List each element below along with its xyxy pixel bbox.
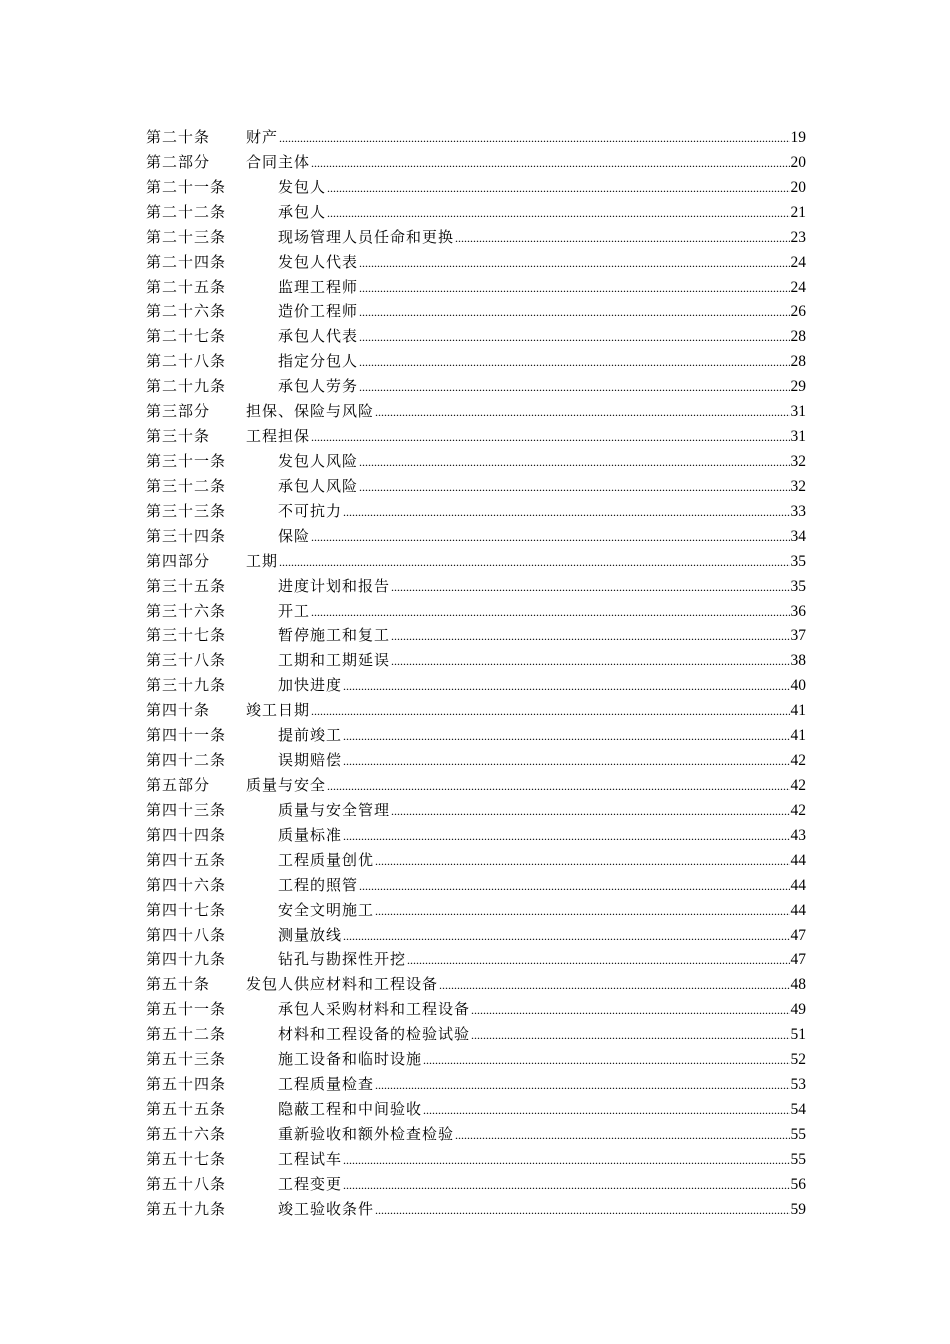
dot-leader — [359, 375, 789, 400]
toc-entry-title: 工程试车 — [278, 1149, 343, 1168]
toc-entry[interactable] — [146, 773, 806, 798]
toc-entry-page-number: 29 — [790, 378, 806, 396]
toc-entry[interactable] — [146, 823, 806, 848]
toc-entry-page-number: 44 — [790, 876, 806, 894]
toc-entry-page-number: 49 — [790, 1001, 806, 1019]
toc-entry-number: 第四十八条 — [146, 925, 227, 944]
toc-entry[interactable] — [146, 399, 806, 424]
toc-entry-number: 第二十八条 — [146, 352, 227, 371]
toc-entry-page-number: 51 — [790, 1026, 806, 1044]
toc-entry-number: 第五部分 — [146, 775, 211, 794]
dot-leader — [343, 1173, 789, 1198]
toc-entry-title: 竣工日期 — [246, 701, 311, 720]
toc-entry[interactable] — [146, 798, 806, 823]
toc-entry-number: 第四十条 — [146, 701, 211, 720]
toc-entry-number: 第四部分 — [146, 551, 211, 570]
toc-entry-number: 第五十六条 — [146, 1124, 227, 1143]
toc-entry[interactable] — [146, 1197, 806, 1222]
toc-entry[interactable] — [146, 449, 806, 474]
toc-entry-title: 发包人风险 — [278, 451, 359, 470]
toc-entry-number: 第三十条 — [146, 427, 211, 446]
toc-entry-title: 工程的照管 — [278, 875, 359, 894]
toc-entry[interactable] — [146, 898, 806, 923]
toc-entry[interactable] — [146, 698, 806, 723]
toc-entry-number: 第二十九条 — [146, 377, 227, 396]
toc-entry-title: 材料和工程设备的检验试验 — [278, 1025, 471, 1044]
dot-leader — [311, 425, 789, 450]
toc-entry-number: 第二十二条 — [146, 202, 227, 221]
dot-leader — [439, 973, 789, 998]
toc-entry-title: 现场管理人员任命和更换 — [278, 227, 455, 246]
dot-leader — [359, 300, 789, 325]
toc-entry-page-number: 56 — [790, 1175, 806, 1193]
toc-entry-page-number: 28 — [790, 328, 806, 346]
dot-leader — [391, 799, 789, 824]
dot-leader — [375, 849, 789, 874]
toc-entry-number: 第三十三条 — [146, 501, 227, 520]
toc-entry-title: 提前竣工 — [278, 726, 343, 745]
toc-entry-number: 第四十三条 — [146, 800, 227, 819]
toc-entry-page-number: 38 — [790, 652, 806, 670]
toc-entry-title: 承包人劳务 — [278, 377, 359, 396]
toc-entry[interactable] — [146, 997, 806, 1022]
toc-entry-page-number: 40 — [790, 677, 806, 695]
toc-entry-title: 财产 — [246, 128, 279, 146]
dot-leader — [391, 575, 789, 600]
toc-entry[interactable] — [146, 424, 806, 449]
toc-entry-page-number: 42 — [790, 752, 806, 770]
toc-entry-page-number: 52 — [790, 1051, 806, 1069]
toc-entry-title: 重新验收和额外检查检验 — [278, 1124, 455, 1143]
toc-entry-number: 第五十二条 — [146, 1025, 227, 1044]
toc-entry[interactable] — [146, 574, 806, 599]
dot-leader — [455, 1123, 789, 1148]
toc-entry-page-number: 41 — [790, 727, 806, 745]
toc-entry-number: 第三十二条 — [146, 476, 227, 495]
dot-leader — [343, 724, 789, 749]
toc-entry[interactable] — [146, 923, 806, 948]
toc-entry-number: 第四十五条 — [146, 850, 227, 869]
toc-entry-title: 暂停施工和复工 — [278, 626, 391, 645]
dot-leader — [455, 226, 789, 251]
dot-leader — [343, 749, 789, 774]
toc-entry[interactable] — [146, 1147, 806, 1172]
toc-entry-number: 第四十六条 — [146, 875, 227, 894]
toc-entry-number: 第二部分 — [146, 152, 211, 171]
toc-entry-page-number: 24 — [790, 278, 806, 296]
toc-entry-number: 第二十三条 — [146, 227, 227, 246]
dot-leader — [359, 874, 789, 899]
toc-entry-number: 第五十一条 — [146, 1000, 227, 1019]
toc-entry-number: 第二十四条 — [146, 252, 227, 271]
toc-entry-number: 第三十八条 — [146, 651, 227, 670]
toc-entry-number: 第四十九条 — [146, 950, 227, 969]
toc-entry[interactable] — [146, 1122, 806, 1147]
toc-entry-number: 第三十九条 — [146, 676, 227, 695]
toc-entry-page-number: 41 — [790, 702, 806, 720]
toc-entry-number: 第五十八条 — [146, 1174, 227, 1193]
dot-leader — [359, 475, 789, 500]
dot-leader — [343, 824, 789, 849]
toc-entry[interactable] — [146, 225, 806, 250]
toc-entry-page-number: 20 — [790, 153, 806, 171]
dot-leader — [359, 350, 789, 375]
toc-entry-page-number: 44 — [790, 851, 806, 869]
toc-entry[interactable] — [146, 748, 806, 773]
toc-entry[interactable] — [146, 723, 806, 748]
toc-entry-title: 工期 — [246, 551, 279, 570]
dot-leader — [343, 924, 789, 949]
toc-entry-page-number: 35 — [790, 552, 806, 570]
toc-entry[interactable] — [146, 125, 806, 150]
toc-entry[interactable] — [146, 299, 806, 324]
toc-entry-number: 第三十六条 — [146, 601, 227, 620]
toc-entry-title: 质量标准 — [278, 825, 343, 844]
dot-leader — [359, 325, 789, 350]
toc-entry-number: 第二十七条 — [146, 327, 227, 346]
dot-leader — [359, 450, 789, 475]
toc-entry-page-number: 43 — [790, 826, 806, 844]
dot-leader — [391, 649, 789, 674]
toc-entry-number: 第五十四条 — [146, 1075, 227, 1094]
dot-leader — [375, 400, 789, 425]
toc-entry-page-number: 37 — [790, 627, 806, 645]
dot-leader — [311, 151, 789, 176]
toc-entry-page-number: 42 — [790, 776, 806, 794]
dot-leader — [279, 550, 789, 575]
toc-entry-page-number: 26 — [790, 303, 806, 321]
toc-entry-page-number: 42 — [790, 801, 806, 819]
dot-leader — [327, 176, 789, 201]
toc-entry-page-number: 21 — [790, 203, 806, 221]
toc-entry-page-number: 31 — [790, 403, 806, 421]
toc-entry-title: 开工 — [278, 601, 311, 620]
toc-entry-title: 发包人代表 — [278, 252, 359, 271]
toc-entry[interactable] — [146, 474, 806, 499]
toc-entry-page-number: 23 — [790, 228, 806, 246]
toc-entry-page-number: 44 — [790, 901, 806, 919]
toc-entry-title: 工程质量创优 — [278, 850, 375, 869]
toc-entry-title: 保险 — [278, 526, 311, 545]
toc-entry-number: 第三十一条 — [146, 451, 227, 470]
dot-leader — [327, 201, 789, 226]
toc-entry-title: 质量与安全 — [246, 775, 327, 794]
toc-entry-title: 误期赔偿 — [278, 751, 343, 770]
toc-entry[interactable] — [146, 648, 806, 673]
toc-entry[interactable] — [146, 1172, 806, 1197]
dot-leader — [471, 1023, 789, 1048]
toc-entry[interactable] — [146, 524, 806, 549]
toc-entry-number: 第五十三条 — [146, 1050, 227, 1069]
toc-entry[interactable] — [146, 275, 806, 300]
dot-leader — [279, 126, 789, 151]
toc-entry-page-number: 54 — [790, 1100, 806, 1118]
dot-leader — [391, 624, 789, 649]
toc-entry[interactable] — [146, 349, 806, 374]
toc-entry[interactable] — [146, 150, 806, 175]
table-of-contents — [146, 125, 806, 1222]
toc-entry[interactable] — [146, 947, 806, 972]
toc-entry-number: 第四十一条 — [146, 726, 227, 745]
toc-entry[interactable] — [146, 623, 806, 648]
toc-entry-page-number: 34 — [790, 527, 806, 545]
toc-entry[interactable] — [146, 873, 806, 898]
toc-entry-title: 承包人风险 — [278, 476, 359, 495]
toc-entry-page-number: 32 — [790, 452, 806, 470]
toc-entry-title: 合同主体 — [246, 152, 311, 171]
toc-entry-title: 担保、保险与风险 — [246, 402, 375, 421]
toc-entry[interactable] — [146, 374, 806, 399]
toc-entry-title: 发包人供应材料和工程设备 — [246, 975, 439, 994]
toc-entry-number: 第五十九条 — [146, 1199, 227, 1218]
toc-entry-title: 承包人 — [278, 202, 327, 221]
toc-entry-title: 工程担保 — [246, 427, 311, 446]
toc-entry-title: 加快进度 — [278, 676, 343, 695]
toc-entry-page-number: 19 — [790, 129, 806, 146]
toc-entry-page-number: 47 — [790, 951, 806, 969]
toc-entry-title: 进度计划和报告 — [278, 576, 391, 595]
toc-entry-title: 工期和工期延误 — [278, 651, 391, 670]
toc-entry-title: 承包人代表 — [278, 327, 359, 346]
toc-entry-page-number: 35 — [790, 577, 806, 595]
toc-entry-number: 第二十条 — [146, 128, 211, 146]
dot-leader — [423, 1048, 789, 1073]
toc-entry[interactable] — [146, 200, 806, 225]
dot-leader — [311, 525, 789, 550]
toc-entry-title: 发包人 — [278, 177, 327, 196]
dot-leader — [343, 674, 789, 699]
toc-entry-title: 质量与安全管理 — [278, 800, 391, 819]
toc-entry-page-number: 24 — [790, 253, 806, 271]
dot-leader — [343, 500, 789, 525]
toc-entry-number: 第三十五条 — [146, 576, 227, 595]
toc-entry-number: 第二十六条 — [146, 302, 227, 321]
toc-entry-number: 第二十一条 — [146, 177, 227, 196]
toc-entry[interactable] — [146, 1097, 806, 1122]
toc-entry-title: 不可抗力 — [278, 501, 343, 520]
dot-leader — [311, 699, 789, 724]
toc-entry[interactable] — [146, 549, 806, 574]
toc-entry-page-number: 20 — [790, 178, 806, 196]
toc-entry-page-number: 32 — [790, 477, 806, 495]
toc-entry-page-number: 59 — [790, 1200, 806, 1218]
toc-entry[interactable] — [146, 1047, 806, 1072]
toc-entry-number: 第四十七条 — [146, 900, 227, 919]
toc-entry-title: 工程变更 — [278, 1174, 343, 1193]
dot-leader — [471, 998, 789, 1023]
toc-entry-page-number: 31 — [790, 428, 806, 446]
toc-entry[interactable] — [146, 1022, 806, 1047]
dot-leader — [311, 600, 789, 625]
toc-entry-title: 隐蔽工程和中间验收 — [278, 1099, 423, 1118]
toc-entry-title: 竣工验收条件 — [278, 1199, 375, 1218]
toc-entry[interactable] — [146, 848, 806, 873]
toc-entry-page-number: 55 — [790, 1125, 806, 1143]
toc-entry-title: 造价工程师 — [278, 302, 359, 321]
toc-entry-number: 第三部分 — [146, 402, 211, 421]
toc-entry[interactable] — [146, 599, 806, 624]
toc-entry-number: 第三十七条 — [146, 626, 227, 645]
dot-leader — [327, 774, 789, 799]
toc-entry[interactable] — [146, 972, 806, 997]
toc-entry-title: 钻孔与勘探性开挖 — [278, 950, 407, 969]
toc-entry-title: 承包人采购材料和工程设备 — [278, 1000, 471, 1019]
toc-entry-title: 指定分包人 — [278, 352, 359, 371]
toc-entry-number: 第五十条 — [146, 975, 211, 994]
toc-entry[interactable] — [146, 250, 806, 275]
toc-entry-number: 第三十四条 — [146, 526, 227, 545]
toc-entry-title: 测量放线 — [278, 925, 343, 944]
toc-entry[interactable] — [146, 1072, 806, 1097]
dot-leader — [375, 899, 789, 924]
toc-entry-number: 第二十五条 — [146, 277, 227, 296]
dot-leader — [359, 251, 789, 276]
toc-entry[interactable] — [146, 324, 806, 349]
toc-entry-page-number: 53 — [790, 1076, 806, 1094]
toc-entry[interactable] — [146, 673, 806, 698]
toc-entry-page-number: 36 — [790, 602, 806, 620]
toc-entry-number: 第四十二条 — [146, 751, 227, 770]
toc-entry-page-number: 28 — [790, 353, 806, 371]
dot-leader — [423, 1098, 789, 1123]
toc-entry-page-number: 48 — [790, 976, 806, 994]
dot-leader — [407, 948, 789, 973]
toc-entry-number: 第五十五条 — [146, 1099, 227, 1118]
toc-entry-number: 第五十七条 — [146, 1149, 227, 1168]
dot-leader — [375, 1073, 789, 1098]
toc-entry-page-number: 55 — [790, 1150, 806, 1168]
toc-entry-number: 第四十四条 — [146, 825, 227, 844]
toc-entry[interactable] — [146, 499, 806, 524]
toc-entry-page-number: 33 — [790, 502, 806, 520]
dot-leader — [343, 1148, 789, 1173]
toc-entry-title: 工程质量检查 — [278, 1075, 375, 1094]
dot-leader — [375, 1198, 789, 1223]
toc-entry-title: 安全文明施工 — [278, 900, 375, 919]
toc-entry-page-number: 47 — [790, 926, 806, 944]
toc-entry-title: 施工设备和临时设施 — [278, 1050, 423, 1069]
toc-entry-title: 监理工程师 — [278, 277, 359, 296]
dot-leader — [359, 276, 789, 301]
toc-entry[interactable] — [146, 175, 806, 200]
